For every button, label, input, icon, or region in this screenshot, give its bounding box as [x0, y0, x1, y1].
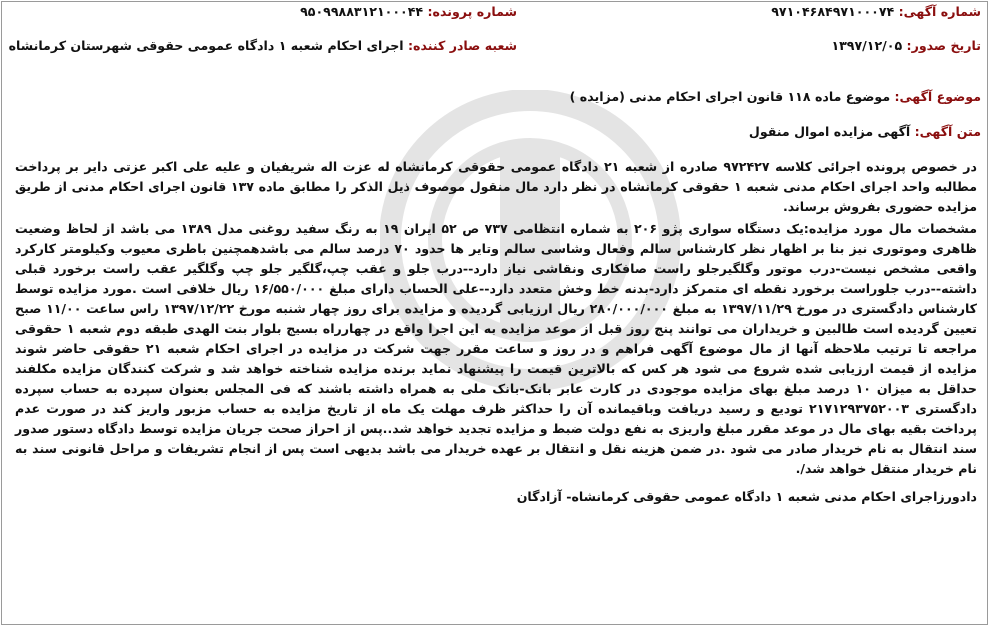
text-title: آگهی مزایده اموال منقول [748, 124, 911, 139]
body-paragraph-details: مشخصات مال مورد مزایده:یک دستگاه سواری پژو ۲۰۶ به شماره انتظامی ۷۳۷ ص ۵۲ ایران ۱۹ به رنگ سفید روغنی مدل ۱۳۸۹ می باشد از لحاظ وضعیت ظاهری وموتوری نیز بنا بر اظهار نظر کارشناس سالم وفعال وشاسی سالم وتایر ها حدود ۷۰ درصد سالم می باشدهمچنین باطری معیوب وکیلومتر کارکرد واقعی مشخص نیست-درب موتور وگلگیرجلو راست صافکاری ونقاشی نیاز دارد--درب جلو و عقب چپ،گلگیر جلو چپ وگلگیر عقب راست برخورد قبلی داشته--درب جلوراست برخورد نقطه ای متمرکز دارد-بدنه خط وخش متعدد دارد--علی الحساب دارای مبلغ ۱۶/۵۵۰/۰۰۰ ریال خلافی است .مورد مزایده توسط کارشناس دادگستری در مورخ ۱۳۹۷/۱۱/۲۹ به مبلغ ۲۸۰/۰۰۰/۰۰۰ ریال ارزیابی گردیده و مزایده برای روز چهار شنبه مورخ ۱۳۹۷/۱۲/۲۲ راس ساعت ۱۱/۰۰ صبح تعیین گردیده است طالبین و خریداران می توانند پنج روز قبل از موعد مزایده به این اجرا واقع در چهارراه بسیج بلوار بنت الهدی طبقه دوم شعبه ۱ حقوقی مراجعه تا ترتیب ملاحظه آنها از مال موضوع آگهی فراهم و در روز و ساعت مقرر جهت شرکت در مزایده در اجرای احکام شعبه ۲۱ حقوقی حاضر شوند مزایده از قیمت ارزیابی شده شروع می شود هر کس که بالاترین قیمت را پیشنهاد نماید برنده مزایده شناخته خواهد شد و شرکت کنندگان مزایده مکلفند حداقل به میزان ۱۰ درصد مبلغ بهای مزایده موجودی در کارت عابر بانک-بانک ملی به همراه داشته باشند که فی المجلس بعنوان سپرده به حساب سپرده دادگستری ۲۱۷۱۲۹۳۷۵۲۰۰۳ تودیع و رسید دریافت وباقیمانده آن را حداکثر ظرف مهلت یک ماه از تاریخ مزایده به حساب مزبور واریز کند در صورت عدم پرداخت بقیه بهای مال در موعد مقرر مبلغ واریزی به نفع دولت ضبط و مزایده تجدید خواهد شد..پس از احراز صحت جریان مزایده توسط دادگاه دستور صدور سند انتقال به نام خریدار صادر می شود .در ضمن هزینه نقل و انتقال بر عهده خریدار می باشد بدیهی است پس از انجام تشریفات و مراحل قانونی سند به نام خریدار منتقل خواهد شد/. [15, 221, 978, 476]
issue-date-row [831, 37, 981, 55]
case-number-row [300, 3, 517, 21]
ad-number-value: ۹۷۱۰۴۶۸۴۹۷۱۰۰۰۷۴ [771, 4, 895, 19]
issuing-branch-label: شعبه صادر کننده: [407, 38, 517, 53]
subject-row [570, 88, 981, 106]
ad-number-row [771, 3, 981, 21]
text-header-row [749, 123, 981, 141]
subject-label: موضوع آگهی: [894, 89, 981, 104]
ad-body [15, 157, 977, 507]
issuing-branch-row [9, 37, 517, 55]
subject-value: موضوع ماده ۱۱۸ قانون اجرای احکام مدنی (مزایده ) [569, 89, 891, 104]
issue-date-label: تاریخ صدور: [906, 38, 981, 53]
body-paragraph-intro: در خصوص پرونده اجرائی کلاسه ۹۷۲۴۲۷ صادره از شعبه ۲۱ دادگاه عمومی حقوقی کرمانشاه له عزت اله شریفیان و علیه علی اکبر عزتی دایر بر پرداخت مطالبه واحد اجرای احکام مدنی شعبه ۱ حقوقی کرمانشاه در نظر دارد مال منقول موصوف ذیل الذکر را مطابق ماده ۱۳۷ قانون اجرای احکام مدنی از طریق مزایده حضوری بفروش برساند. [15, 159, 977, 214]
case-number-label: شماره پرونده: [427, 4, 517, 19]
case-number-value: ۹۵۰۹۹۸۸۳۱۲۱۰۰۰۴۴ [300, 4, 424, 19]
signature-line: دادورزاجرای احکام مدنی شعبه ۱ دادگاه عمومی حقوقی کرمانشاه- آزادگان [516, 489, 977, 504]
issuing-branch-value: اجرای احکام شعبه ۱ دادگاه عمومی حقوقی شهرستان کرمانشاه [8, 38, 404, 53]
ad-number-label: شماره آگهی: [898, 4, 981, 19]
issue-date-value: ۱۳۹۷/۱۲/۰۵ [831, 38, 903, 53]
text-label: متن آگهی: [914, 124, 981, 139]
